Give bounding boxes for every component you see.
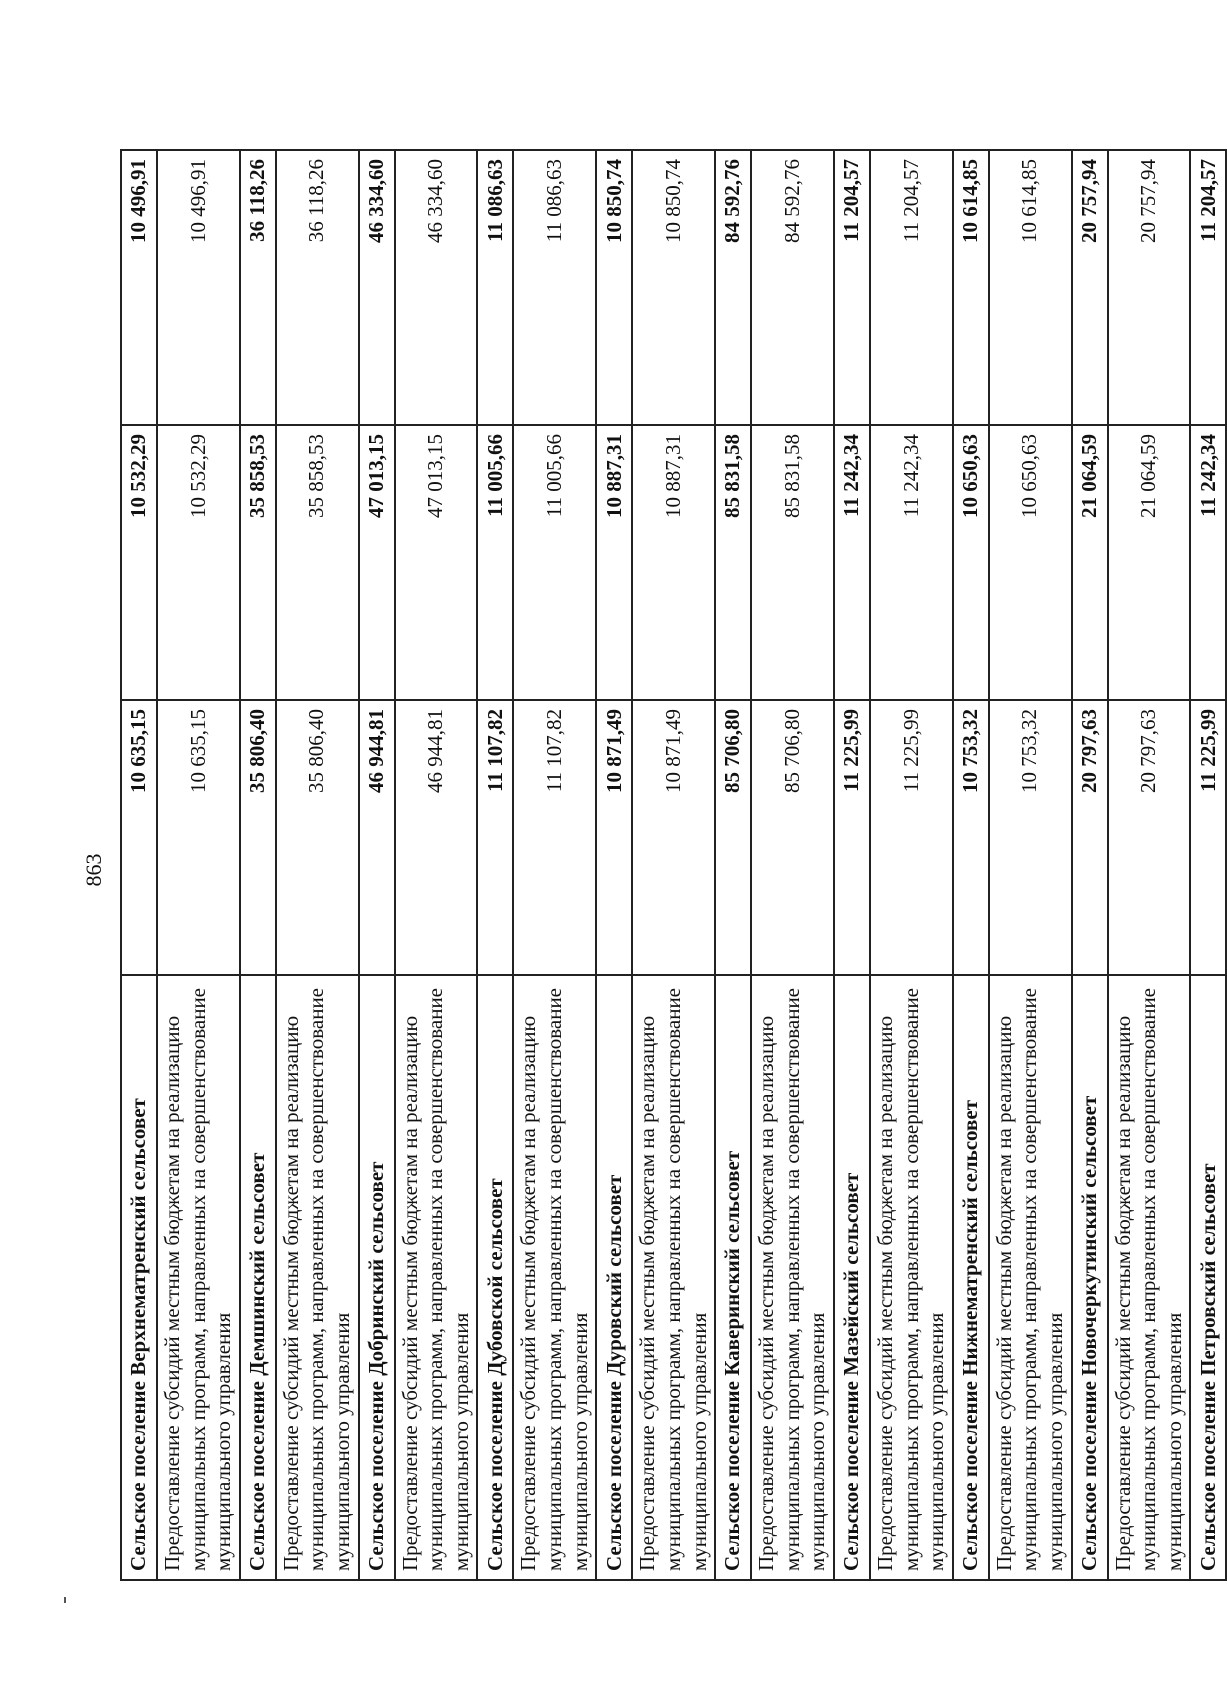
amount-cell-2: 21 064,59 (1108, 425, 1191, 700)
settlement-total-row (359, 150, 395, 1580)
amount-cell-3: 10 496,91 (157, 150, 240, 425)
amount-cell-3: 11 204,57 (834, 150, 870, 425)
amount-cell-1: 11 225,99 (870, 700, 953, 975)
amount-cell-1: 10 753,32 (953, 700, 989, 975)
amount-cell-3: 10 850,74 (596, 150, 632, 425)
amount-cell-2: 10 650,63 (989, 425, 1072, 700)
row-name-cell: Сельское поселение Петровский сельсовет (1190, 975, 1226, 1580)
amount-cell-3: 11 204,57 (870, 150, 953, 425)
subsidy-detail-row (870, 150, 953, 1580)
amount-cell-2: 85 831,58 (751, 425, 834, 700)
amount-cell-2: 11 242,34 (1190, 425, 1226, 700)
table-body (121, 150, 1226, 1580)
row-name-cell: Предоставление субсидий местным бюджетам на реализацию муниципальных программ, направленных на совершенствование муниципального управления (513, 975, 596, 1580)
subsidy-detail-row (989, 150, 1072, 1580)
amount-cell-2: 85 831,58 (715, 425, 751, 700)
row-name-cell: Предоставление субсидий местным бюджетам на реализацию муниципальных программ, направленных на совершенствование муниципального управления (751, 975, 834, 1580)
subsidy-detail-row (751, 150, 834, 1580)
rotated-table-content (120, 152, 1220, 1581)
amount-cell-1: 10 871,49 (632, 700, 715, 975)
row-name-cell: Сельское поселение Новочеркутинский сельсовет (1072, 975, 1108, 1580)
row-name-cell: Предоставление субсидий местным бюджетам на реализацию муниципальных программ, направленных на совершенствование муниципального управления (395, 975, 478, 1580)
settlement-total-row (121, 150, 157, 1580)
row-name-cell: Сельское поселение Верхнематренский сельсовет (121, 975, 157, 1580)
amount-cell-3: 84 592,76 (751, 150, 834, 425)
amount-cell-2: 21 064,59 (1072, 425, 1108, 700)
settlement-total-row (953, 150, 989, 1580)
settlement-total-row (477, 150, 513, 1580)
amount-cell-2: 11 005,66 (513, 425, 596, 700)
amount-cell-1: 35 806,40 (276, 700, 359, 975)
row-name-cell: Сельское поселение Мазейский сельсовет (834, 975, 870, 1580)
settlement-total-row (715, 150, 751, 1580)
row-name-cell: Предоставление субсидий местным бюджетам на реализацию муниципальных программ, направленных на совершенствование муниципального управления (157, 975, 240, 1580)
amount-cell-1: 85 706,80 (751, 700, 834, 975)
amount-cell-3: 36 118,26 (240, 150, 276, 425)
amount-cell-1: 85 706,80 (715, 700, 751, 975)
settlement-total-row (240, 150, 276, 1580)
amount-cell-3: 20 757,94 (1108, 150, 1191, 425)
row-name-cell: Сельское поселение Добринский сельсовет (359, 975, 395, 1580)
amount-cell-3: 46 334,60 (359, 150, 395, 425)
settlement-total-row (1190, 150, 1226, 1580)
amount-cell-2: 10 650,63 (953, 425, 989, 700)
amount-cell-3: 10 614,85 (989, 150, 1072, 425)
page-number (64, 855, 124, 885)
row-name-cell: Сельское поселение Дубовской сельсовет (477, 975, 513, 1580)
amount-cell-2: 11 005,66 (477, 425, 513, 700)
amount-cell-2: 47 013,15 (359, 425, 395, 700)
subsidy-detail-row (632, 150, 715, 1580)
row-name-cell: Сельское поселение Нижнематренский сельсовет (953, 975, 989, 1580)
rotated-table-area (120, 152, 1220, 1581)
amount-cell-3: 84 592,76 (715, 150, 751, 425)
amount-cell-2: 10 887,31 (596, 425, 632, 700)
amount-cell-3: 11 204,57 (1190, 150, 1226, 425)
amount-cell-1: 35 806,40 (240, 700, 276, 975)
subsidy-detail-row (276, 150, 359, 1580)
subsidy-detail-row (157, 150, 240, 1580)
row-name-cell: Предоставление субсидий местным бюджетам на реализацию муниципальных программ, направленных на совершенствование муниципального управления (632, 975, 715, 1580)
subsidy-detail-row (513, 150, 596, 1580)
scan-mark (64, 1597, 66, 1603)
amount-cell-3: 11 086,63 (477, 150, 513, 425)
amount-cell-3: 20 757,94 (1072, 150, 1108, 425)
amount-cell-1: 10 753,32 (989, 700, 1072, 975)
amount-cell-3: 36 118,26 (276, 150, 359, 425)
amount-cell-2: 35 858,53 (240, 425, 276, 700)
amount-cell-2: 35 858,53 (276, 425, 359, 700)
amount-cell-1: 20 797,63 (1108, 700, 1191, 975)
row-name-cell: Предоставление субсидий местным бюджетам на реализацию муниципальных программ, направленных на совершенствование муниципального управления (1108, 975, 1191, 1580)
row-name-cell: Предоставление субсидий местным бюджетам на реализацию муниципальных программ, направленных на совершенствование муниципального управления (989, 975, 1072, 1580)
row-name-cell: Сельское поселение Дуровский сельсовет (596, 975, 632, 1580)
amount-cell-3: 11 086,63 (513, 150, 596, 425)
row-name-cell: Сельское поселение Демшинский сельсовет (240, 975, 276, 1580)
amount-cell-1: 46 944,81 (395, 700, 478, 975)
amount-cell-1: 10 635,15 (157, 700, 240, 975)
row-name-cell: Сельское поселение Каверинский сельсовет (715, 975, 751, 1580)
amount-cell-2: 10 887,31 (632, 425, 715, 700)
amount-cell-2: 10 532,29 (121, 425, 157, 700)
amount-cell-1: 10 871,49 (596, 700, 632, 975)
row-name-cell: Предоставление субсидий местным бюджетам на реализацию муниципальных программ, направленных на совершенствование муниципального управления (870, 975, 953, 1580)
amount-cell-1: 11 225,99 (1190, 700, 1226, 975)
amount-cell-3: 10 496,91 (121, 150, 157, 425)
amount-cell-2: 11 242,34 (870, 425, 953, 700)
amount-cell-3: 10 850,74 (632, 150, 715, 425)
amount-cell-3: 46 334,60 (395, 150, 478, 425)
amount-cell-1: 10 635,15 (121, 700, 157, 975)
subsidy-detail-row (1108, 150, 1191, 1580)
row-name-cell: Предоставление субсидий местным бюджетам на реализацию муниципальных программ, направленных на совершенствование муниципального управления (276, 975, 359, 1580)
budget-table (120, 149, 1227, 1581)
subsidy-detail-row (395, 150, 478, 1580)
amount-cell-1: 20 797,63 (1072, 700, 1108, 975)
settlement-total-row (1072, 150, 1108, 1580)
amount-cell-1: 11 225,99 (834, 700, 870, 975)
amount-cell-3: 10 614,85 (953, 150, 989, 425)
amount-cell-1: 11 107,82 (513, 700, 596, 975)
amount-cell-2: 11 242,34 (834, 425, 870, 700)
page-number-text: 863 (81, 853, 106, 887)
settlement-total-row (596, 150, 632, 1580)
amount-cell-1: 11 107,82 (477, 700, 513, 975)
amount-cell-1: 46 944,81 (359, 700, 395, 975)
amount-cell-2: 10 532,29 (157, 425, 240, 700)
settlement-total-row (834, 150, 870, 1580)
amount-cell-2: 47 013,15 (395, 425, 478, 700)
